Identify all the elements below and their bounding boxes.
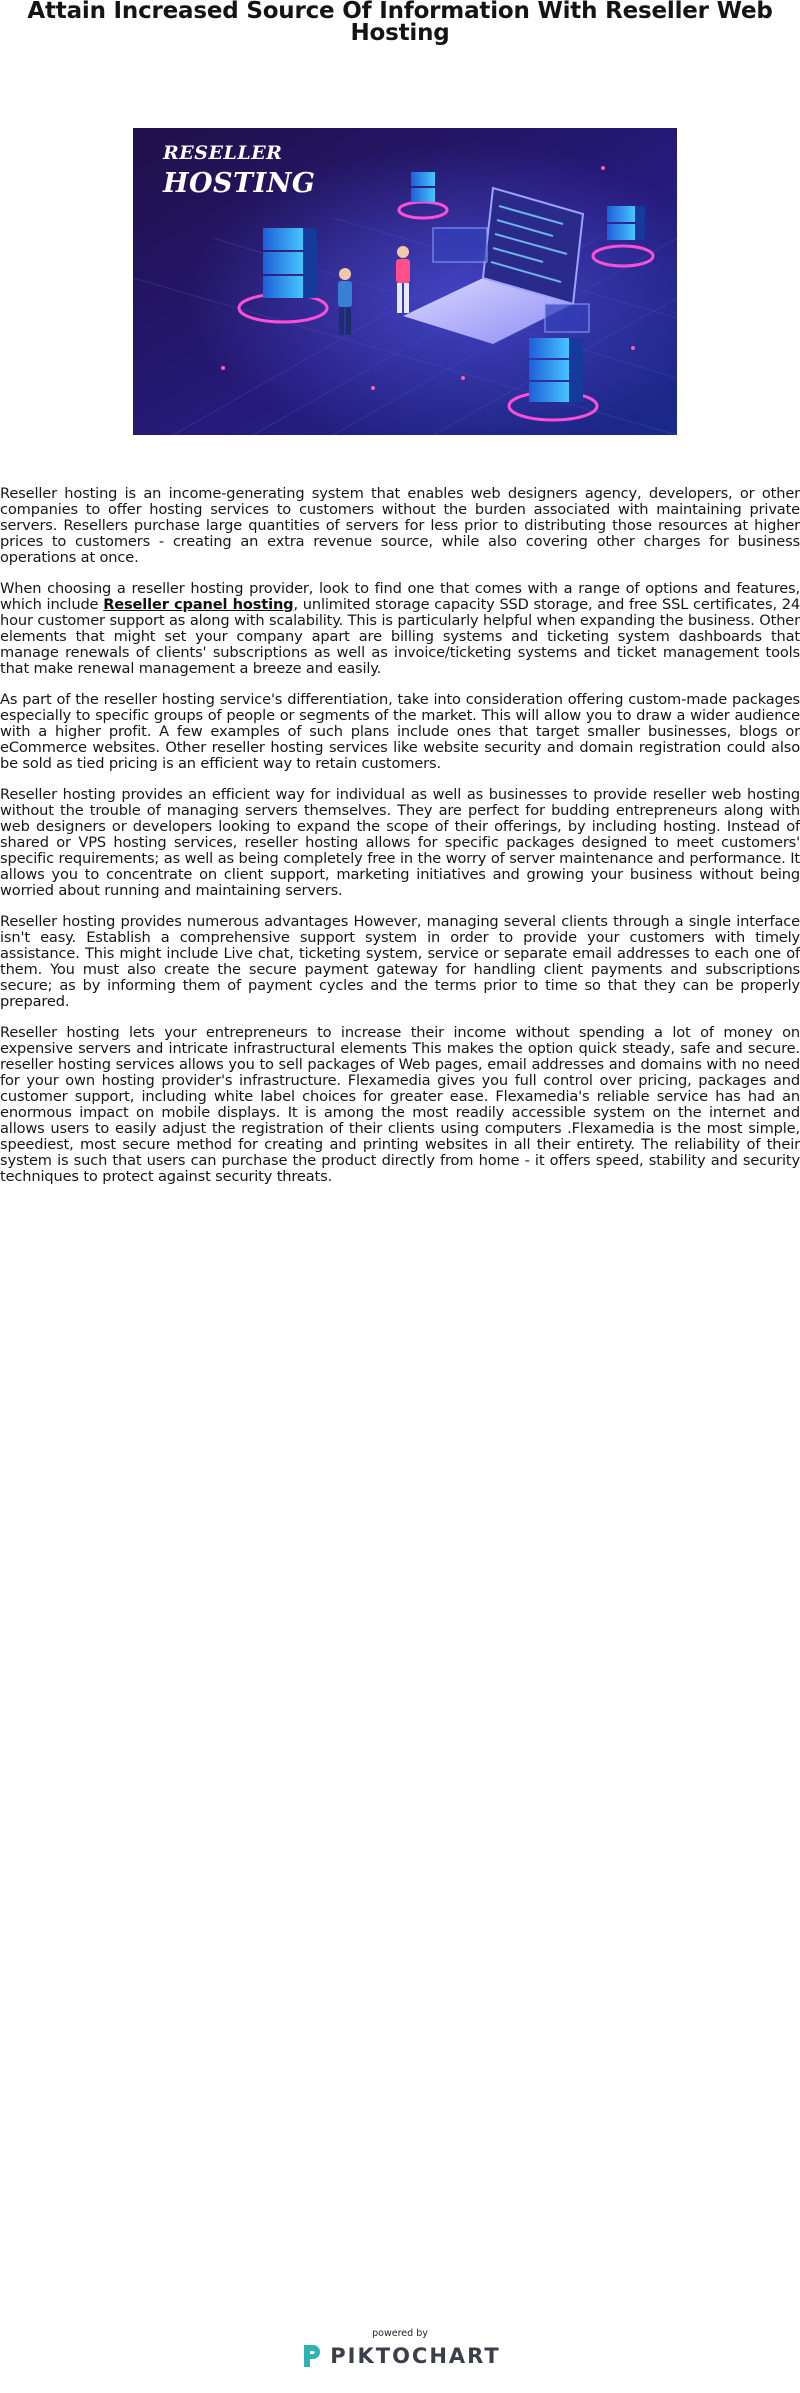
hero-label-reseller: RESELLER: [163, 142, 283, 164]
page-title: Attain Increased Source Of Information With Reseller Web Hosting: [27, 0, 773, 46]
article-paragraph: [0, 581, 800, 677]
paragraph-text: , unlimited storage capacity SSD storage, and free SSL certificates, 24 hour customer support as along with scalability. This is particularly helpful when expanding the business. Other elements that might set your company apart are billing systems and ticketing system dashboards that manage renewals of clients' subscriptions as well as invoice/ticketing systems and ticket management tools that make renewal management a breeze and easily.: [0, 596, 800, 677]
article-paragraph: Reseller hosting is an income-generating system that enables web designers agency, developers, or other companies to offer hosting services to customers without the burden associated with maintaining private servers. Resellers purchase large quantities of servers for less prior to distributing those resources at higher prices to customers - creating an extra revenue source, while also covering other charges for business operations at once.: [0, 485, 800, 566]
article-paragraph: Reseller hosting provides numerous advantages However, managing several clients through a single interface isn't easy. Establish a comprehensive support system in order to provide your customers with timely assistance. This might include Live chat, ticketing system, service or separate email addresses to each one of them. You must also create the secure payment gateway for handling client payments and subscriptions secure; as by informing them of payment cycles and the terms prior to time so that they can be properly prepared.: [0, 913, 800, 1010]
hero-label-hosting: HOSTING: [163, 168, 316, 199]
piktochart-logo-icon: [299, 2343, 323, 2369]
piktochart-brand-link[interactable]: [299, 2343, 500, 2369]
reseller-cpanel-hosting-link[interactable]: Reseller cpanel hosting: [103, 596, 294, 613]
powered-by-text: powered by: [372, 2328, 428, 2339]
brand-name: PIKTOCHART: [330, 2344, 501, 2368]
hero-illustration: [133, 128, 677, 435]
article-paragraph: Reseller hosting lets your entrepreneurs to increase their income without spending a lot of money on expensive servers and intricate infrastructural elements This makes the option quick steady, safe and secure. reseller hosting services allows you to sell packages of Web pages, email addresses and domains with no need for your own hosting provider's infrastructure. Flexamedia gives you full control over pricing, packages and customer support, including white label choices for greater ease. Flexamedia's reliable service has had an enormous impact on mobile displays. It is among the most readily accessible system on the internet and allows users to easily adjust the registration of their clients using computers .Flexamedia is the most simple, speediest, most secure method for creating and printing websites in all their entirety. The reliability of their system is such that users can purchase the product directly from home - it offers speed, stability and security techniques to protect against security threats.: [0, 1024, 800, 1185]
article-body: [0, 486, 800, 1200]
article-paragraph: As part of the reseller hosting service's differentiation, take into consideration offering custom-made packages especially to specific groups of people or segments of the market. This will allow you to draw a wider audience with a higher profit. A few examples of such plans include ones that target smaller businesses, blogs or eCommerce websites. Other reseller hosting services like website security and domain registration could also be sold as tied pricing is an efficient way to retain customers.: [0, 691, 800, 772]
article-paragraph: Reseller hosting provides an efficient way for individual as well as businesses to provide reseller web hosting without the trouble of managing servers themselves. They are perfect for budding entrepreneurs along with web designers or developers looking to expand the scope of their offerings, by including hosting. Instead of shared or VPS hosting services, reseller hosting allows for specific packages designed to meet customers' specific requirements; as well as being completely free in the worry of server maintenance and performance. It allows you to concentrate on client support, marketing initiatives and growing your business without being worried about running and maintaining servers.: [0, 786, 800, 899]
footer-branding: [0, 2328, 800, 2373]
paragraph-text: When choosing a reseller hosting provider, look to find one that comes with a range of options and features, which include: [0, 580, 800, 613]
